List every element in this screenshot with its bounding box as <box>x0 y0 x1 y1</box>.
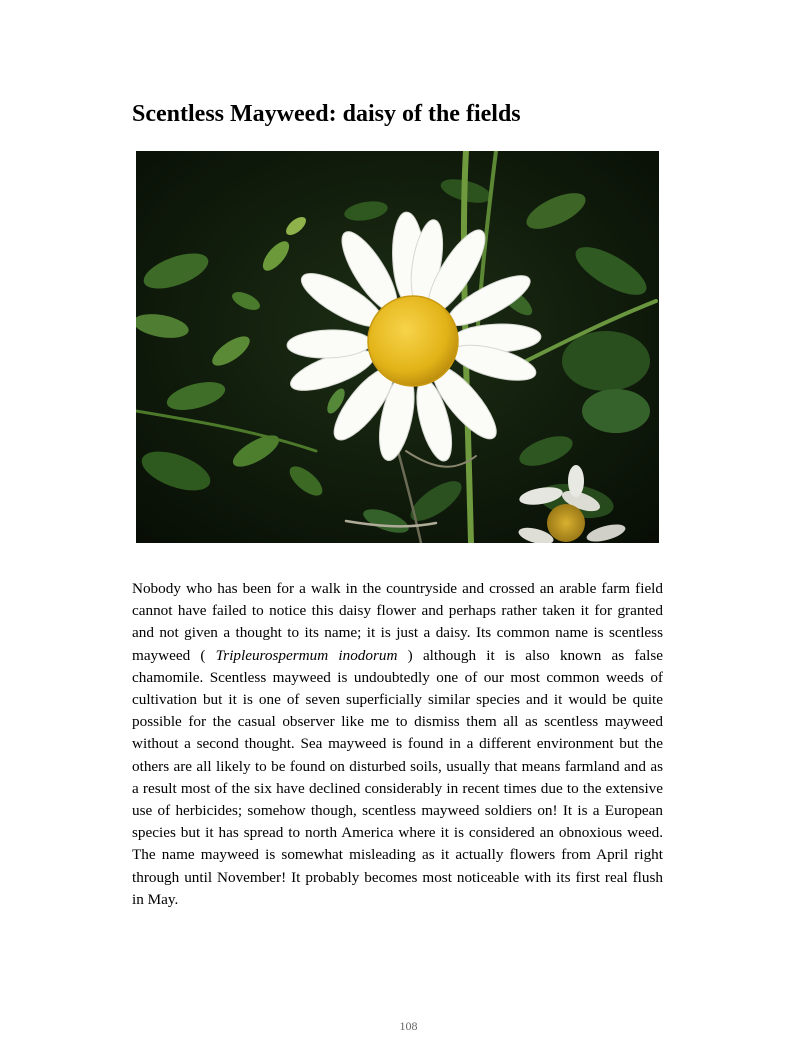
mayweed-photo <box>136 151 659 543</box>
article-paragraph <box>132 578 663 911</box>
species-name: Tripleurospermum inodorum <box>215 646 398 664</box>
article-text-part-2: ) although it is also known as false chamomile. Scentless mayweed is undoubtedly one of our most common weeds of cultivation but it is one of seven superficially similar species and it would be quite possible for the casual observer like me to dismiss them all as scentless mayweed without a second thought. Sea mayweed is found in a different environment but the others are all likely to be found on disturbed soils, usually that means farmland and as a result most of the six have declined considerably in recent times due to the extensive use of herbicides; somehow though, scentless mayweed soldiers on! It is a European species but it has spread to north America where it is considered an obnoxious weed. The name mayweed is somewhat misleading as it actually flowers from April right through until November! It probably becomes most noticeable with its first real flush in May. <box>132 646 664 908</box>
article-text-part-1: Nobody who has been for a walk in the countryside and crossed an arable farm field cannot have failed to notice this daisy flower and perhaps rather taken it for granted and not given a thought to its name; it is just a daisy. Its common name is scentless mayweed ( <box>132 580 663 664</box>
page-title: Scentless Mayweed: daisy of the fields <box>132 101 521 127</box>
page-number: 108 <box>399 1019 418 1033</box>
